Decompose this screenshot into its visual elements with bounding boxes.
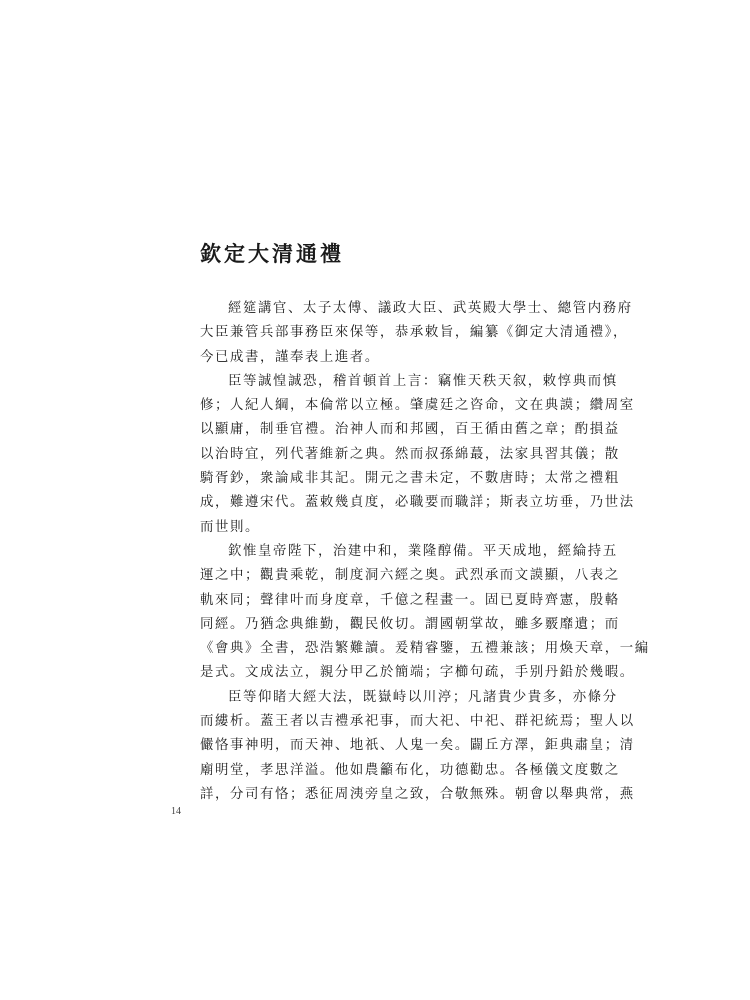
body-text — [200, 297, 650, 807]
text-line: 成，難遵宋代。蓋敕幾貞度，必職要而職詳；斯表立坊垂，乃世法 — [200, 495, 635, 511]
text-line: 騎胥鈔，衆論咸非其記。開元之書未定，不數唐時；太常之禮粗 — [200, 471, 620, 487]
text-line: 而縷析。蓋王者以吉禮承祀事，而大祀、中祀、群祀統焉；聖人以 — [200, 714, 635, 730]
text-line: 運之中；觀貴乘乾，制度洞六經之奥。武烈承而文謨顯，八表之 — [200, 568, 620, 584]
text-line: 修；人紀人綱，本倫常以立極。肇虞廷之咨命，文在典謨；纘周室 — [200, 398, 635, 414]
text-line: 同經。乃猶念典維勤，觀民攸切。謂國朝掌故，雖多覈靡遺；而 — [200, 616, 620, 632]
text-line: 儼恪事神明，而天神、地祇、人鬼一矣。闢丘方澤，鉅典肅皇；清 — [200, 738, 635, 754]
text-line: 軌來同；聲律叶而身度章，千億之程畫一。固已夏時齊憲，殷輅 — [200, 592, 620, 608]
text-line: 以治時宜，列代著維新之典。然而叔孫綿蕞，法家具習其儀；散 — [200, 446, 620, 462]
page-number: 14 — [171, 806, 181, 817]
text-line: 以顯庸，制垂官禮。治神人而和邦國，百王循由舊之章；酌損益 — [200, 422, 620, 438]
text-line: 經筵講官、太子太傅、議政大臣、武英殿大學士、總管内務府 — [228, 301, 633, 316]
text-line: 而世則。 — [200, 519, 260, 535]
text-line: 臣等仰睹大經大法，既嶽峙以川渟；凡諸貴少貴多，亦條分 — [228, 689, 618, 705]
text-line: 臣等誠惶誠恐，稽首頓首上言：竊惟天秩天叙，敕惇典而慎 — [228, 373, 618, 389]
document-title: 欽定大清通禮 — [200, 241, 344, 266]
text-line: 是式。文成法立，親分甲乙於簡端；字櫛句疏，手别丹鉛於幾暇。 — [200, 665, 635, 681]
text-line: 欽惟皇帝陛下，治建中和，業隆醇備。平天成地，經綸持五 — [228, 543, 618, 559]
text-line: 今已成書，謹奉表上進者。 — [200, 349, 380, 365]
text-line: 《會典》全書，恐浩繁難讀。爰精睿鑒，五禮兼該；用煥天章，一編 — [200, 641, 650, 657]
text-line: 廟明堂，孝思洋溢。他如農籲布化，功德勸忠。各極儀文度數之 — [200, 762, 620, 778]
text-line: 詳，分司有恪；悉征周洟旁皇之致，合敬無殊。朝會以舉典常，燕 — [200, 786, 635, 802]
text-line: 大臣兼管兵部事務臣來保等，恭承敕旨，編纂《御定大清通禮》， — [200, 325, 629, 341]
